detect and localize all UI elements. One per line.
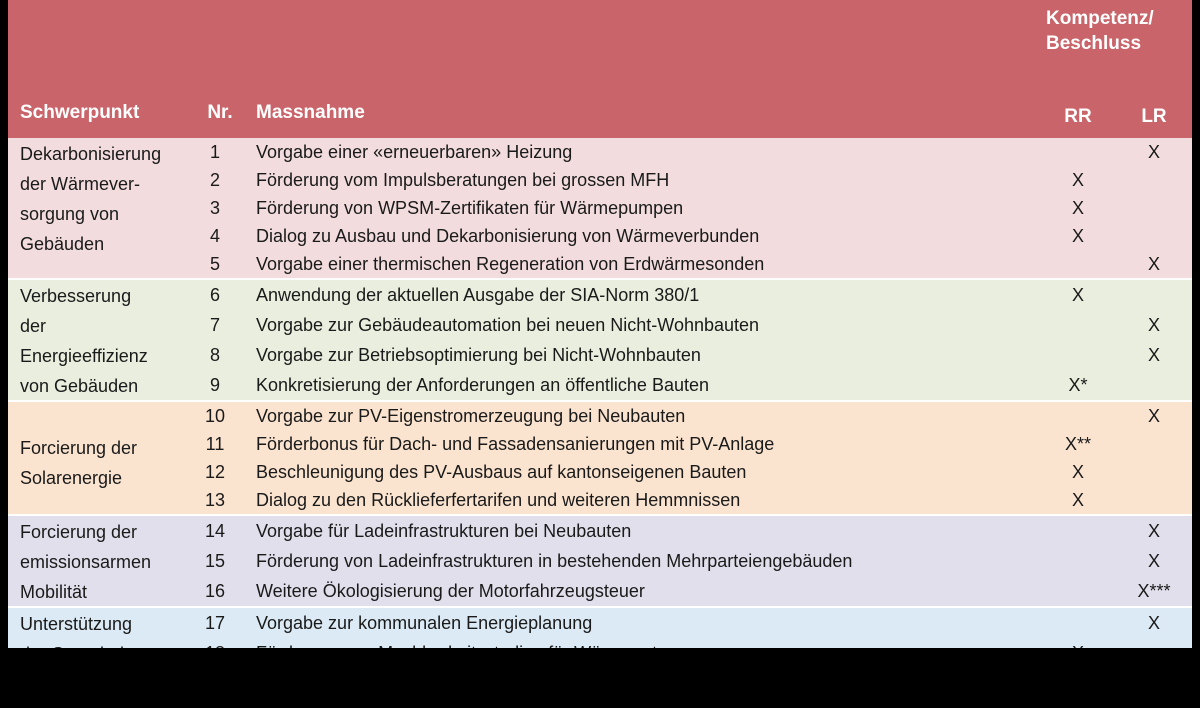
lr-mark: X [1116, 607, 1192, 638]
rr-mark [1040, 515, 1116, 546]
row-number: 12 [204, 462, 226, 482]
focus-line: Forcierung der [20, 438, 138, 458]
kompetenz-line-1: Kompetenz/ [1046, 8, 1154, 29]
measure-text: Dialog zu Ausbau und Dekarbonisierung von Wärmeverbunden [256, 226, 760, 246]
row-number: 11 [205, 434, 225, 454]
row-number: 17 [192, 607, 248, 638]
measure-text: Förderung vom Impulsberatungen bei grossen MFH [256, 170, 670, 190]
rr-mark: X [1071, 170, 1084, 190]
table-row [8, 515, 1192, 546]
lr-mark [1116, 166, 1192, 194]
measure-text: Vorgabe zur PV-Eigenstromerzeugung bei Neubauten [248, 401, 1040, 430]
rr-mark: X [1071, 462, 1084, 482]
rr-mark: X [1071, 198, 1084, 218]
lr-mark: X [1147, 254, 1160, 274]
rr-mark [1040, 340, 1116, 370]
measure-text: Vorgabe für Ladeinfrastrukturen bei Neubauten [248, 515, 1040, 546]
table-body [8, 138, 1192, 698]
focus-line: Mobilität [20, 582, 88, 602]
column-header-lr: LR [1116, 98, 1192, 138]
lr-mark: X [1147, 315, 1160, 335]
column-header-kompetenz [1040, 0, 1192, 98]
row-number: 10 [192, 401, 248, 430]
lr-mark [1116, 279, 1192, 310]
rr-mark [1040, 250, 1116, 279]
focus-line: Solarenergie [20, 468, 123, 488]
column-header-rr: RR [1040, 98, 1116, 138]
focus-cell-group-1 [8, 138, 192, 279]
lr-mark [1116, 486, 1192, 515]
lr-mark: X [1147, 142, 1160, 162]
table-row [8, 401, 1192, 430]
lr-mark [1116, 458, 1192, 486]
rr-mark [1040, 546, 1116, 576]
row-number: 8 [209, 344, 220, 365]
focus-cell-group-2 [8, 279, 192, 401]
table-row [8, 279, 1192, 310]
row-number: 5 [209, 254, 220, 274]
focus-cell-group-3 [8, 401, 192, 515]
measure-text: Konkretisierung der Anforderungen an öffentliche Bauten [256, 374, 709, 395]
lr-mark: X [1147, 344, 1160, 365]
lr-mark [1116, 194, 1192, 222]
measure-text: Vorgabe einer «erneuerbaren» Heizung [256, 142, 573, 162]
rr-mark [1040, 576, 1116, 607]
lr-mark [1116, 430, 1192, 458]
focus-line: sorgung von [20, 204, 120, 224]
focus-line: Dekarbonisierung [20, 144, 162, 164]
focus-line: Forcierung der [20, 522, 138, 542]
rr-mark [1040, 607, 1116, 638]
row-number: 9 [209, 374, 220, 395]
lr-mark: X [1147, 550, 1160, 571]
row-number: 1 [209, 142, 220, 162]
measure-text: Vorgabe einer thermischen Regeneration von Erdwärmesonden [256, 254, 765, 274]
rr-mark: X [1071, 490, 1084, 510]
row-number: 6 [192, 279, 248, 310]
focus-line: Gebäuden [20, 234, 105, 254]
measure-text: Förderbonus für Dach- und Fassadensanierungen mit PV-Anlage [256, 434, 775, 454]
row-number: 13 [204, 490, 226, 510]
focus-line: emissionsarmen [20, 552, 152, 572]
measures-table-container [8, 0, 1192, 698]
lr-mark [1116, 222, 1192, 250]
slide-footer-area [0, 648, 1200, 708]
focus-cell-group-4 [8, 515, 192, 607]
rr-mark: X [1040, 279, 1116, 310]
row-number: 2 [209, 170, 220, 190]
focus-line: Unterstützung [20, 614, 133, 634]
measure-text: Förderung von Ladeinfrastrukturen in bestehenden Mehrparteiengebäuden [256, 550, 853, 571]
focus-line: Verbesserung [20, 286, 132, 306]
measure-text: Beschleunigung des PV-Ausbaus auf kantonseigenen Bauten [256, 462, 747, 482]
rr-mark: X* [1068, 374, 1088, 395]
column-header-nr: Nr. [192, 0, 248, 138]
measure-text: Vorgabe zur Betriebsoptimierung bei Nicht-Wohnbauten [256, 344, 701, 365]
header-row-main [8, 0, 1192, 98]
rr-mark [1040, 310, 1116, 340]
row-number: 14 [192, 515, 248, 546]
measure-text: Weitere Ökologisierung der Motorfahrzeugsteuer [256, 580, 645, 601]
rr-mark [1040, 401, 1116, 430]
focus-line: der [20, 316, 47, 336]
focus-line: der Wärmever- [20, 174, 141, 194]
column-header-schwerpunkt: Schwerpunkt [8, 0, 192, 138]
focus-line: Energieeffizienz [20, 346, 148, 366]
table-row [8, 607, 1192, 638]
measure-text: Dialog zu den Rücklieferfertarifen und weiteren Hemmnissen [256, 490, 741, 510]
row-number: 4 [209, 226, 220, 246]
table-header [8, 0, 1192, 138]
measures-table [8, 0, 1192, 698]
measure-text: Anwendung der aktuellen Ausgabe der SIA-Norm 380/1 [248, 279, 1040, 310]
table-row [8, 138, 1192, 166]
measure-text: Vorgabe zur kommunalen Energieplanung [248, 607, 1040, 638]
measure-text: Vorgabe zur Gebäudeautomation bei neuen Nicht-Wohnbauten [256, 315, 760, 335]
lr-mark: X [1116, 401, 1192, 430]
row-number: 16 [204, 580, 226, 601]
kompetenz-line-2: Beschluss [1046, 33, 1142, 54]
rr-mark: X [1071, 226, 1084, 246]
lr-mark: X [1116, 515, 1192, 546]
focus-line: von Gebäuden [20, 376, 139, 396]
rr-mark [1040, 138, 1116, 166]
measure-text: Förderung von WPSM-Zertifikaten für Wärmepumpen [256, 198, 684, 218]
row-number: 3 [209, 198, 220, 218]
lr-mark [1116, 370, 1192, 401]
lr-mark: X*** [1137, 580, 1171, 601]
rr-mark: X** [1064, 434, 1091, 454]
row-number: 15 [204, 550, 226, 571]
column-header-massnahme: Massnahme [248, 0, 1040, 138]
row-number: 7 [209, 315, 220, 335]
